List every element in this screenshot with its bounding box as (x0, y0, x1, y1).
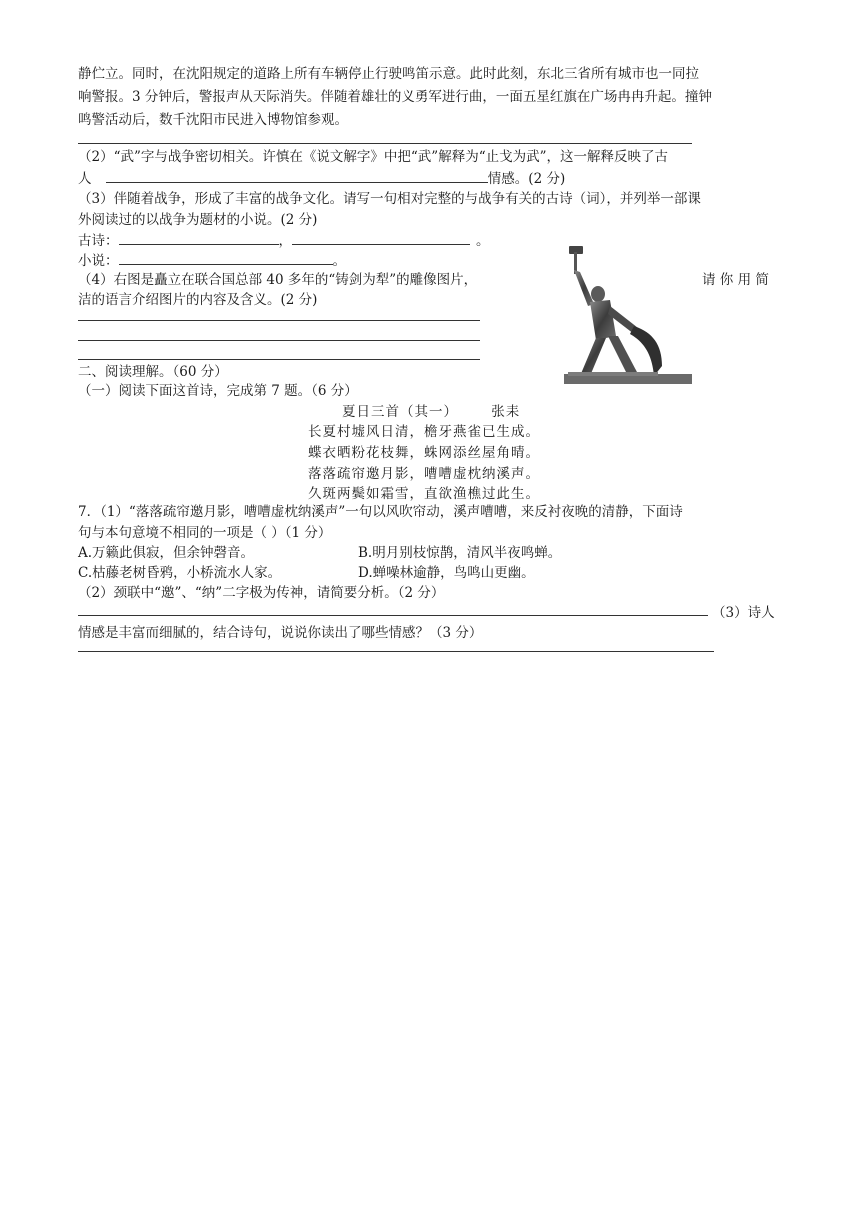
q7-line-1: 7．（1）“落落疏帘邀月影，嘈嘈虚枕纳溪声”一句以风吹帘动，溪声嘈嘈，来反衬夜晚的清静，下面诗 (78, 504, 683, 520)
poem-title: 夏日三首（其一） (342, 404, 458, 420)
q3-novel-row (78, 250, 346, 271)
q7-sub-2: （2）颈联中“邀”、“纳”二字极为传神，请简要分析。（2 分） (78, 585, 445, 601)
q7-sub-3-answer-line[interactable] (78, 651, 714, 652)
q4-line-1-left: （4）右图是矗立在联合国总部 40 多年的“铸剑为犁”的雕像图片， (78, 272, 478, 288)
q7-sub-3-line-2: 情感是丰富而细腻的，结合诗句，说说你读出了哪些情感？（3 分） (78, 625, 483, 641)
q3-poem-blank-1[interactable] (119, 230, 279, 245)
q3-novel-blank[interactable] (119, 250, 333, 265)
q7-option-d: D.蝉噪林逾静，鸟鸣山更幽。 (358, 565, 535, 581)
q4-answer-line-3[interactable] (78, 359, 480, 360)
q3-poem-label: 古诗： (78, 233, 119, 249)
q3-period: 。 (476, 233, 490, 249)
q3-poem-row (78, 230, 490, 251)
q2-suffix: 情感。(2 分) (487, 171, 566, 187)
poem-title-row (342, 402, 520, 422)
q7-sub-2-answer-line[interactable] (78, 615, 708, 616)
q3-comma: ， (278, 233, 292, 249)
q7-line-2: 句与本句意境不相同的一项是（ ）（1 分） (78, 525, 332, 541)
intro-line-3: 鸣警活动后，数千沈阳市民进入博物馆参观。 (78, 112, 348, 128)
q7-option-b: B.明月别枝惊鹊，清风半夜鸣蝉。 (358, 545, 562, 561)
swords-into-plowshares-sculpture-image (534, 240, 692, 386)
q3-poem-blank-2[interactable] (292, 230, 470, 245)
q7-sub-3-start: （3）诗人 (712, 605, 775, 621)
q2-line-1: （2）“武”字与战争密切相关。许慎在《说文解字》中把“武”解释为“止戈为武”，这一解释反映了古 (78, 149, 668, 165)
q4-line-2: 洁的语言介绍图片的内容及含义。(2 分) (78, 292, 318, 308)
q2-prefix: 人 (78, 171, 92, 187)
poem-author: 张耒 (491, 404, 521, 420)
q4-line-1-right: 请 你 用 简 (702, 272, 769, 288)
poem-line-2: 蝶衣晒粉花枝舞，蛛网添丝屋角晴。 (308, 445, 540, 461)
q4-answer-line-2[interactable] (78, 340, 480, 341)
q3-novel-period: 。 (332, 253, 346, 269)
poem-line-3: 落落疏帘邀月影，嘈嘈虚枕纳溪声。 (308, 466, 540, 482)
q7-option-a: A.万籁此俱寂，但余钟磬音。 (78, 545, 255, 561)
section-2-title: 二、阅读理解。（60 分） (78, 364, 228, 380)
q3-novel-label: 小说： (78, 253, 119, 269)
q2-line-2 (78, 168, 565, 189)
intro-line-2: 响警报。3 分钟后，警报声从天际消失。伴随着雄壮的义勇军进行曲，一面五星红旗在广场冉冉升起。撞钟 (78, 89, 712, 105)
intro-line-1: 静伫立。同时，在沈阳规定的道路上所有车辆停止行驶鸣笛示意。此时此刻，东北三省所有城市也一同拉 (78, 66, 699, 82)
q4-answer-line-1[interactable] (78, 320, 480, 321)
poem-line-4: 久斑两鬓如霜雪，直欲渔樵过此生。 (308, 486, 540, 502)
q3-line-2: 外阅读过的以战争为题材的小说。(2 分) (78, 212, 318, 228)
poem-line-1: 长夏村墟风日清，檐牙燕雀已生成。 (308, 424, 540, 440)
section-2-part-1: （一）阅读下面这首诗，完成第 7 题。（6 分） (78, 383, 358, 399)
answer-line[interactable] (78, 143, 692, 144)
q2-answer-blank[interactable] (106, 168, 488, 183)
q3-line-1: （3）伴随着战争，形成了丰富的战争文化。请写一句相对完整的与战争有关的古诗（词），并列举一部课 (78, 191, 701, 207)
q7-option-c: C.枯藤老树昏鸦，小桥流水人家。 (78, 565, 282, 581)
